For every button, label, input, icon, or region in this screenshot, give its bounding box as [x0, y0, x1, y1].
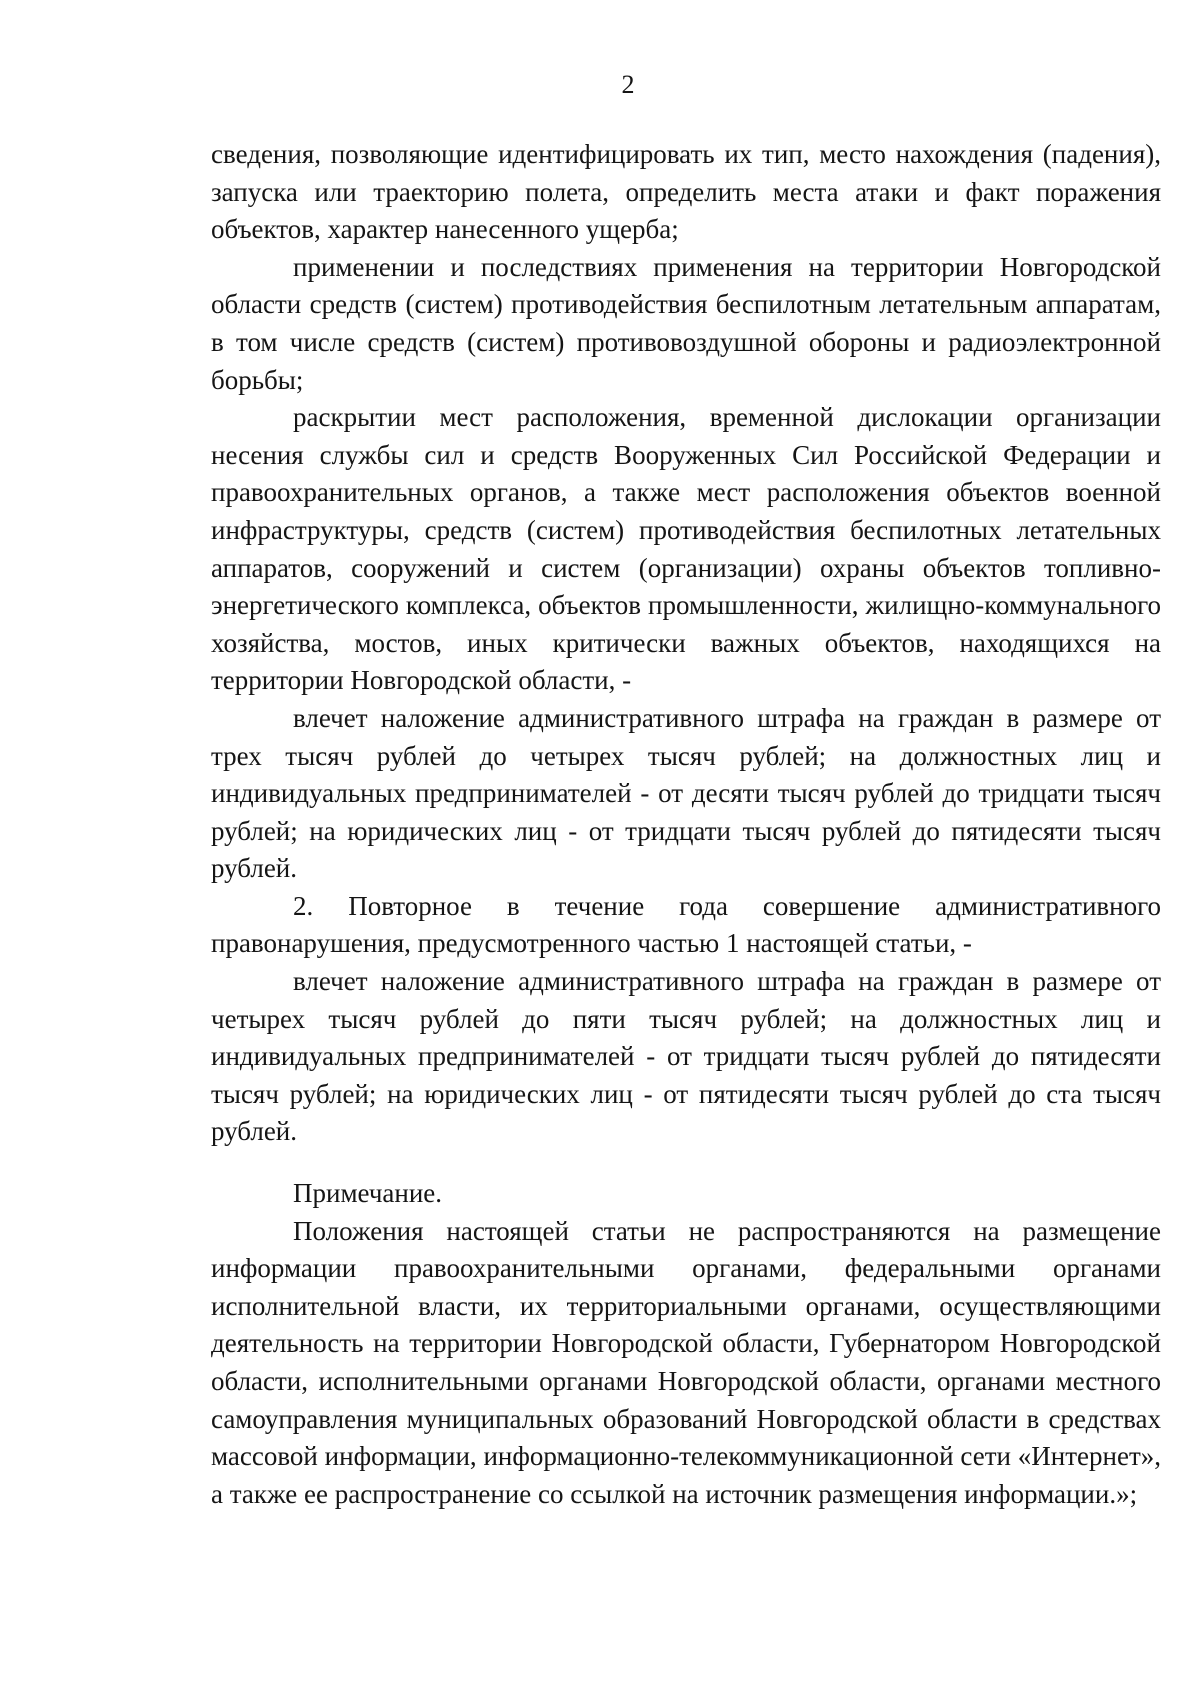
paragraph-penalty-1: влечет наложение административного штрафа на граждан в размере от трех тысяч рублей до четырех тысяч рублей; на должностных лиц и индивидуальных предпринимателей - от десяти тысяч рублей до тридцати тысяч рублей; на юридических лиц - от тридцати тысяч рублей до пятидесяти тысяч рублей. — [211, 702, 1161, 884]
paragraph-countermeasures: применении и последствиях применения на территории Новгородской области средств (систем) противодействия беспилотным летательным аппаратам, в том числе средств (систем) противовоздушной обороны и радиоэлектронной борьбы; — [211, 251, 1161, 395]
document-body — [211, 136, 1161, 1513]
paragraph-continuation: сведения, позволяющие идентифицировать их тип, место нахождения (падения), запуска или траекторию полета, определить места атаки и факт поражения объектов, характер нанесенного ущерба; — [211, 139, 1161, 245]
paragraph-penalty-2: влечет наложение административного штрафа на граждан в размере от четырех тысяч рублей до пяти тысяч рублей; на должностных лиц и индивидуальных предпринимателей - от тридцати тысяч рублей до пятидесяти тысяч рублей; на юридических лиц - от пятидесяти тысяч рублей до ста тысяч рублей. — [211, 966, 1161, 1147]
page-number: 2 — [621, 70, 635, 99]
note-text: Положения настоящей статьи не распространяются на размещение информации правоохранительными органами, федеральными органами исполнительной власти, их территориальными органами, осуществляющими деятельность на территории Новгородской области, Губернатором Новгородской области, исполнительными органами Новгородской области, органами местного самоуправления муниципальных образований Новгородской области в средствах массовой информации, информационно-телекоммуникационной сети «Интернет», а также ее распространение со ссылкой на источник размещения информации.»; — [211, 1215, 1161, 1509]
paragraph-locations: раскрытии мест расположения, временной дислокации организации несения службы сил и средств Вооруженных Сил Российской Федерации и правоохранительных органов, а также мест расположения объектов военной инфраструктуры, средств (систем) противодействия беспилотных летательных аппаратов, сооружений и систем (организации) охраны объектов топливно-энергетического комплекса, объектов промышленности, жилищно-коммунального хозяйства, мостов, иных критически важных объектов, находящихся на территории Новгородской области, - — [211, 402, 1161, 696]
note-heading: Примечание. — [293, 1178, 443, 1209]
paragraph-repeat-offense: 2. Повторное в течение года совершение административного правонарушения, предусмотренного частью 1 настоящей статьи, - — [211, 890, 1161, 959]
